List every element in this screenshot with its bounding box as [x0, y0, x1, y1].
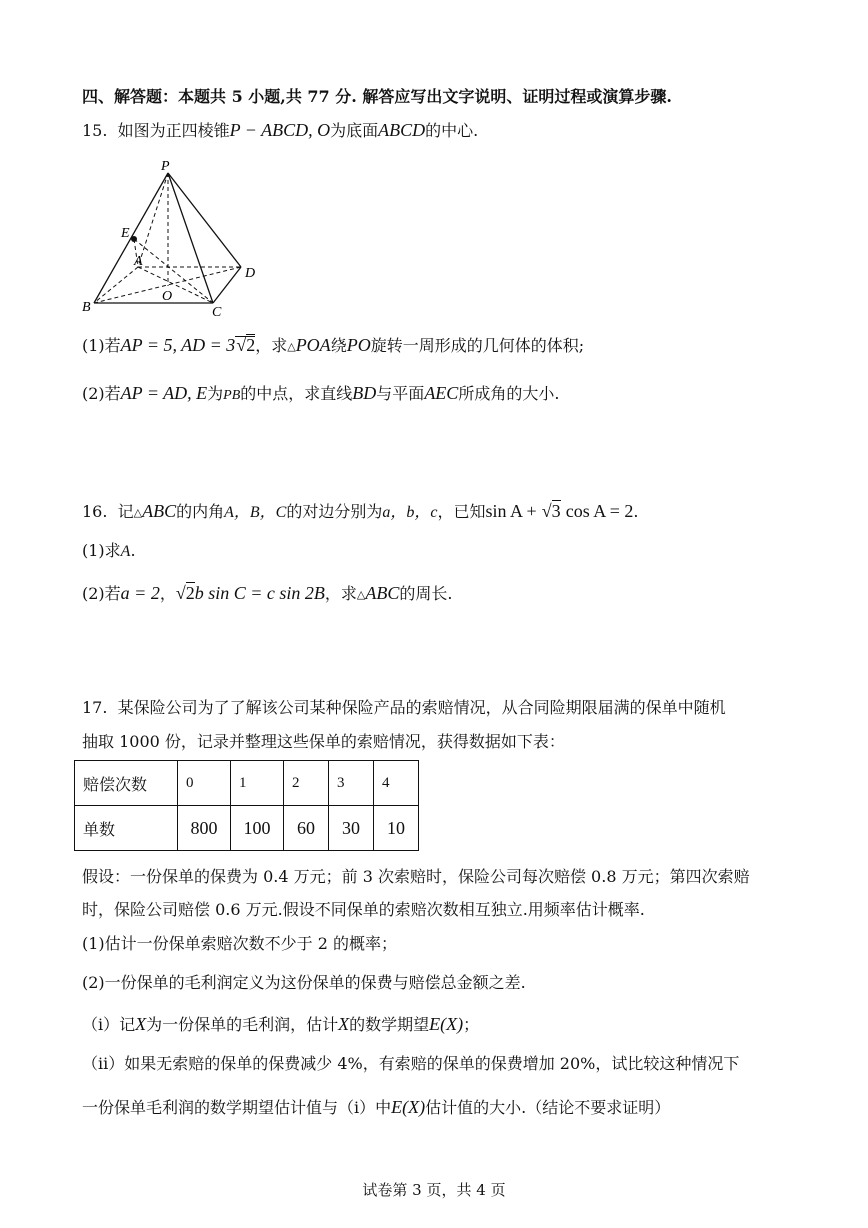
- q15-part1-suffix: 旋转一周形成的几何体的体积;: [370, 336, 585, 355]
- q16-part2-sqrt: √2: [175, 583, 195, 603]
- q16-part1-suffix: .: [130, 541, 136, 560]
- label-D: D: [245, 266, 256, 281]
- q15-part1-math: AP = 5, AD = 3: [120, 335, 236, 355]
- label-A: A: [134, 254, 143, 269]
- q16-stem-mid2: 的对边分别为: [286, 502, 383, 521]
- q15-part1-math3: PO: [346, 335, 371, 355]
- q17-assume-line1: 假设：一份保单的保费为 0.4 万元；前 3 次索赔时，保险公司每次赔偿 0.8 万元；第四次索赔: [82, 867, 750, 886]
- q16-part2-math: a = 2: [120, 583, 160, 603]
- q16-stem-sqrt: √3: [541, 501, 561, 521]
- q15-stem-math: P − ABCD, O: [229, 120, 331, 140]
- q16-stem-mid: 的内角: [176, 502, 225, 521]
- table-cell: 2: [284, 761, 329, 806]
- q16-number: 16.: [82, 502, 108, 521]
- q16-stem-tri: △: [133, 506, 143, 519]
- q16-part2-mid: ，: [159, 584, 176, 603]
- q17-part2i-mid2: 的数学期望: [349, 1015, 430, 1034]
- q15-stem: [82, 119, 478, 142]
- claims-table: [74, 760, 419, 851]
- q17-stem-line1: [82, 697, 726, 719]
- table-cell: 800: [178, 806, 231, 851]
- q17-part2ii-math: E(X): [391, 1097, 426, 1117]
- q16-part2-prefix: (2)若: [82, 584, 121, 603]
- q17-number: 17.: [82, 698, 108, 717]
- label-P: P: [161, 159, 170, 174]
- q15-part1: [82, 334, 584, 358]
- table-row: [75, 761, 419, 806]
- q17-part2ii-line2-prefix: 一份保单毛利润的数学期望估计值与（i）中: [82, 1098, 392, 1117]
- label-B: B: [82, 300, 91, 315]
- q15-stem-mid: 为底面: [330, 121, 379, 140]
- q17-stem-line1-text: 某保险公司为了了解该公司某种保险产品的索赔情况，从合同险期限届满的保单中随机: [117, 698, 726, 717]
- q17-assume-line2: 时，保险公司赔偿 0.6 万元.假设不同保单的索赔次数相互独立.用频率估计概率.: [82, 900, 645, 919]
- q16-stem-sides: a，b，c: [382, 504, 438, 521]
- q15-part1-mid2: 绕: [330, 336, 347, 355]
- q15-part1-sqrt-value: 2: [246, 335, 256, 355]
- q15-part2-mid3: 与平面: [376, 384, 425, 403]
- q15-part1-mid: ，求: [255, 336, 288, 355]
- table-cell: 0: [178, 761, 231, 806]
- q15-part2-mid: 为: [207, 384, 224, 403]
- table-cell: 10: [374, 806, 419, 851]
- q16-part2: [82, 582, 452, 606]
- q15-part2-math3: BD: [352, 383, 377, 403]
- q16-stem: [82, 500, 639, 524]
- table-row: [75, 806, 419, 851]
- q17-part2ii-line2: [82, 1096, 670, 1119]
- q17-part2: (2)一份保单的毛利润定义为这份保单的保费与赔偿总金额之差.: [82, 973, 526, 992]
- q15-part2-math4: AEC: [424, 383, 459, 403]
- table-cell: 3: [329, 761, 374, 806]
- q17-part2ii-line1: （ii）如果无索赔的保单的保费减少 4%，有索赔的保单的保费增加 20%，试比较这种情况下: [82, 1054, 740, 1073]
- q16-part2-eq: b sin C = c sin 2B: [194, 583, 325, 603]
- q16-part1-math: A: [120, 543, 131, 560]
- q17-part2i-suffix: ；: [463, 1015, 480, 1034]
- q16-part2-math2: ABC: [365, 583, 400, 603]
- table-cell: 60: [284, 806, 329, 851]
- q15-part2-math: AP = AD, E: [120, 383, 208, 403]
- q17-part2i-prefix: （i）记: [82, 1015, 136, 1034]
- q15-part2-prefix: (2)若: [82, 384, 121, 403]
- q15-stem-suffix: 的中心.: [425, 121, 479, 140]
- q16-part2-suffix: 的周长.: [399, 584, 453, 603]
- q15-part2-mid2: 的中点，求直线: [240, 384, 353, 403]
- page-footer: 试卷第 3 页，共 4 页: [362, 1181, 506, 1199]
- q15-part2: [82, 382, 559, 407]
- q16-stem-angles: A，B，C: [224, 504, 287, 521]
- q15-number: 15.: [82, 121, 108, 140]
- label-O: O: [162, 289, 173, 304]
- q16-part1-text: (1)求: [82, 541, 121, 560]
- q17-part1: (1)估计一份保单索赔次数不少于 2 的概率；: [82, 934, 398, 953]
- section-header: 四、解答题：本题共 5 小题,共 77 分. 解答应写出文字说明、证明过程或演算步骤.: [82, 87, 672, 106]
- q15-part1-tri: △: [287, 340, 296, 353]
- q17-part2i-math2: X: [338, 1014, 350, 1034]
- q17-part2i: [82, 1013, 479, 1036]
- table-cell: 100: [231, 806, 284, 851]
- q17-part2i-math: X: [135, 1014, 147, 1034]
- pyramid-figure: [80, 155, 280, 320]
- q16-part2-sqrt-value: 2: [185, 583, 195, 603]
- q15-part2-suffix: 所成角的大小.: [458, 384, 560, 403]
- q16-stem-mid3: ，已知: [437, 502, 486, 521]
- q16-stem-suffix: .: [633, 502, 639, 521]
- table-header-label: 赔偿次数: [75, 761, 178, 806]
- q15-stem-prefix: 如图为正四棱锥: [117, 121, 230, 140]
- q16-stem-sqrt-value: 3: [551, 501, 561, 521]
- q16-part2-tri: △: [356, 588, 366, 601]
- q16-part1: [82, 540, 136, 563]
- q15-stem-math2: ABCD: [378, 120, 426, 140]
- q15-part1-sqrt: √2: [236, 335, 256, 355]
- table-cell: 30: [329, 806, 374, 851]
- q15-part2-math2: PB: [223, 388, 241, 403]
- label-C: C: [212, 305, 222, 320]
- table-cell: 4: [374, 761, 419, 806]
- q17-part2ii-line2-suffix: 估计值的大小.（结论不要求证明）: [425, 1098, 671, 1117]
- q15-part1-math2: POA: [295, 335, 331, 355]
- label-E: E: [121, 226, 130, 241]
- q16-part2-mid2: ，求: [324, 584, 357, 603]
- q16-stem-math: ABC: [142, 501, 177, 521]
- table-row-label: 单数: [75, 806, 178, 851]
- q16-stem-prefix: 记: [117, 502, 134, 521]
- q17-part2i-math3: E(X): [429, 1014, 464, 1034]
- q17-part2i-mid: 为一份保单的毛利润，估计: [146, 1015, 339, 1034]
- q17-stem-line2: 抽取 1000 份，记录并整理这些保单的索赔情况，获得数据如下表：: [82, 732, 565, 751]
- q15-part1-prefix: (1)若: [82, 336, 121, 355]
- table-cell: 1: [231, 761, 284, 806]
- q16-stem-eq2: cos A = 2: [565, 501, 634, 521]
- q16-stem-eq1: sin A +: [485, 501, 537, 521]
